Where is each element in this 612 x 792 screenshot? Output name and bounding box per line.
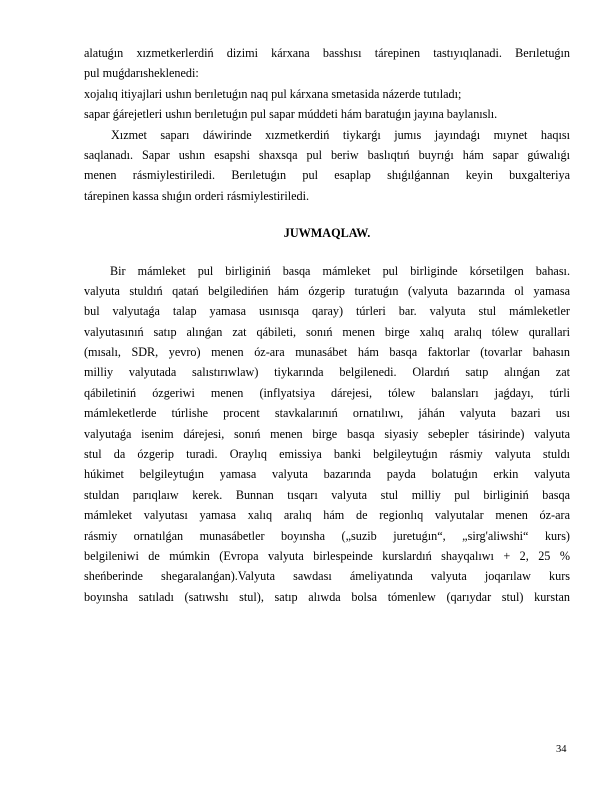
text-line: boyınsha satıladı (satıwshı stul), satıp alıwda bolsa tómenlew (qarıydar stul) kurstan — [84, 589, 570, 604]
text-line: belgileniwi de múmkin (Evropa valyuta birlespeinde kurslardıń shayqalıwı + 2, 25 % — [84, 548, 570, 563]
section-heading: JUWMAQLAW. — [283, 226, 371, 241]
text-line: mámleketlerde túrlishe procent stavkalarınıń ornatılıwı, jáhán valyuta bazari usı — [84, 406, 570, 421]
text-line: valyutasınıń satıp alınǵan zat qábileti, sonıń menen birge xalıq aralıq tólew qurallari — [84, 324, 570, 339]
text-line: (mısalı, SDR, yevro) menen óz-ara munasábet hám basqa faktorlar (tovarlar bahasın — [84, 345, 570, 360]
text-line: alatuǵın xızmetkerlerdiń dizimi kárxana basshısı tárepinen tastıyıqlanadi. Berıletuǵın — [84, 46, 570, 60]
text-line: Xızmet saparı dáwirinde xızmetkerdiń tiykarǵı jumıs jayındaǵı mıynet haqısı — [111, 127, 570, 142]
text-line: stul da ózgerip turadi. Oraylıq emissiya banki belgileytuǵın rásmiy valyuta stuldı — [84, 447, 570, 462]
text-line: pul muǵdarısheklenedi: — [84, 66, 199, 81]
text-line: sheńberinde shegaralanǵan).Valyuta sawdası ámeliyatında valyuta joqarılaw kurs — [84, 569, 570, 584]
text-line: Bir mámleket pul birliginiń basqa mámleket pul birliginde kórsetilgen bahası. — [110, 263, 570, 278]
paragraph-cash-limits — [84, 43, 570, 125]
text-line: valyutaǵa isenim dárejesi, sonıń menen birge basqa siyasiy sebepler tásirinde) valyuta — [84, 426, 570, 441]
text-line: menen rásmiylestiriledi. Berıletuǵın pul esaplap shıǵılǵannan keyin buxgalteriya — [84, 168, 570, 183]
paragraph-business-trip — [84, 125, 570, 207]
text-line: tárepinen kassa shıǵın orderi rásmiylestiriledi. — [84, 188, 310, 203]
text-line: mámleket valyutası yamasa xalıq aralıq hám de regionlıq valyutalar menen óz-ara — [84, 508, 570, 523]
text-line: sapar ǵárejetleri ushın berıletuǵın pul sapar múddeti hám baratuǵın jayına baylanıslı. — [84, 107, 498, 122]
text-line: valyuta stuldıń qatań belgiledińen hám ózgerip turatuǵın (valyuta bazarında ol yamasa — [84, 283, 570, 298]
text-line: bul valyutaǵa talap yamasa usınısqa qaray) túrleri bar. valyuta stul mámleketler — [84, 304, 570, 319]
text-line: xojalıq itiyajlari ushın berıletuǵın naq pul kárxana smetasida názerde tutıladı; — [84, 86, 462, 101]
text-line: saqlanadı. Sapar ushın esapshi shaxsqa pul beriw baslıqtıń buyrıǵı hám sapar gúwalıǵı — [84, 147, 570, 162]
paragraph-conclusion — [84, 261, 570, 608]
text-line: húkimet belgileytuǵın yamasa valyuta bazarında payda bolatuǵın erkin valyuta — [84, 467, 570, 482]
text-line: qábiletiniń ózgeriwi menen (inflyatsiya dárejesi, tólew balansları jaǵdayı, túrli — [84, 385, 570, 400]
document-body — [84, 43, 570, 607]
page-number: 34 — [556, 744, 567, 755]
text-line: rásmiy ornatılǵan munasábetler boyınsha („suzib juretuǵın“, „sirg'aliwshi“ kurs) — [84, 528, 570, 543]
text-line: milliy valyutada salıstırıwlaw) tiykarında belgilenedi. Olardıń satıp alınǵan zat — [84, 365, 570, 380]
text-line: stuldan parıqlaıw kerek. Bunnan tısqarı valyuta stul milliy pul birliginiń basqa — [84, 487, 570, 502]
